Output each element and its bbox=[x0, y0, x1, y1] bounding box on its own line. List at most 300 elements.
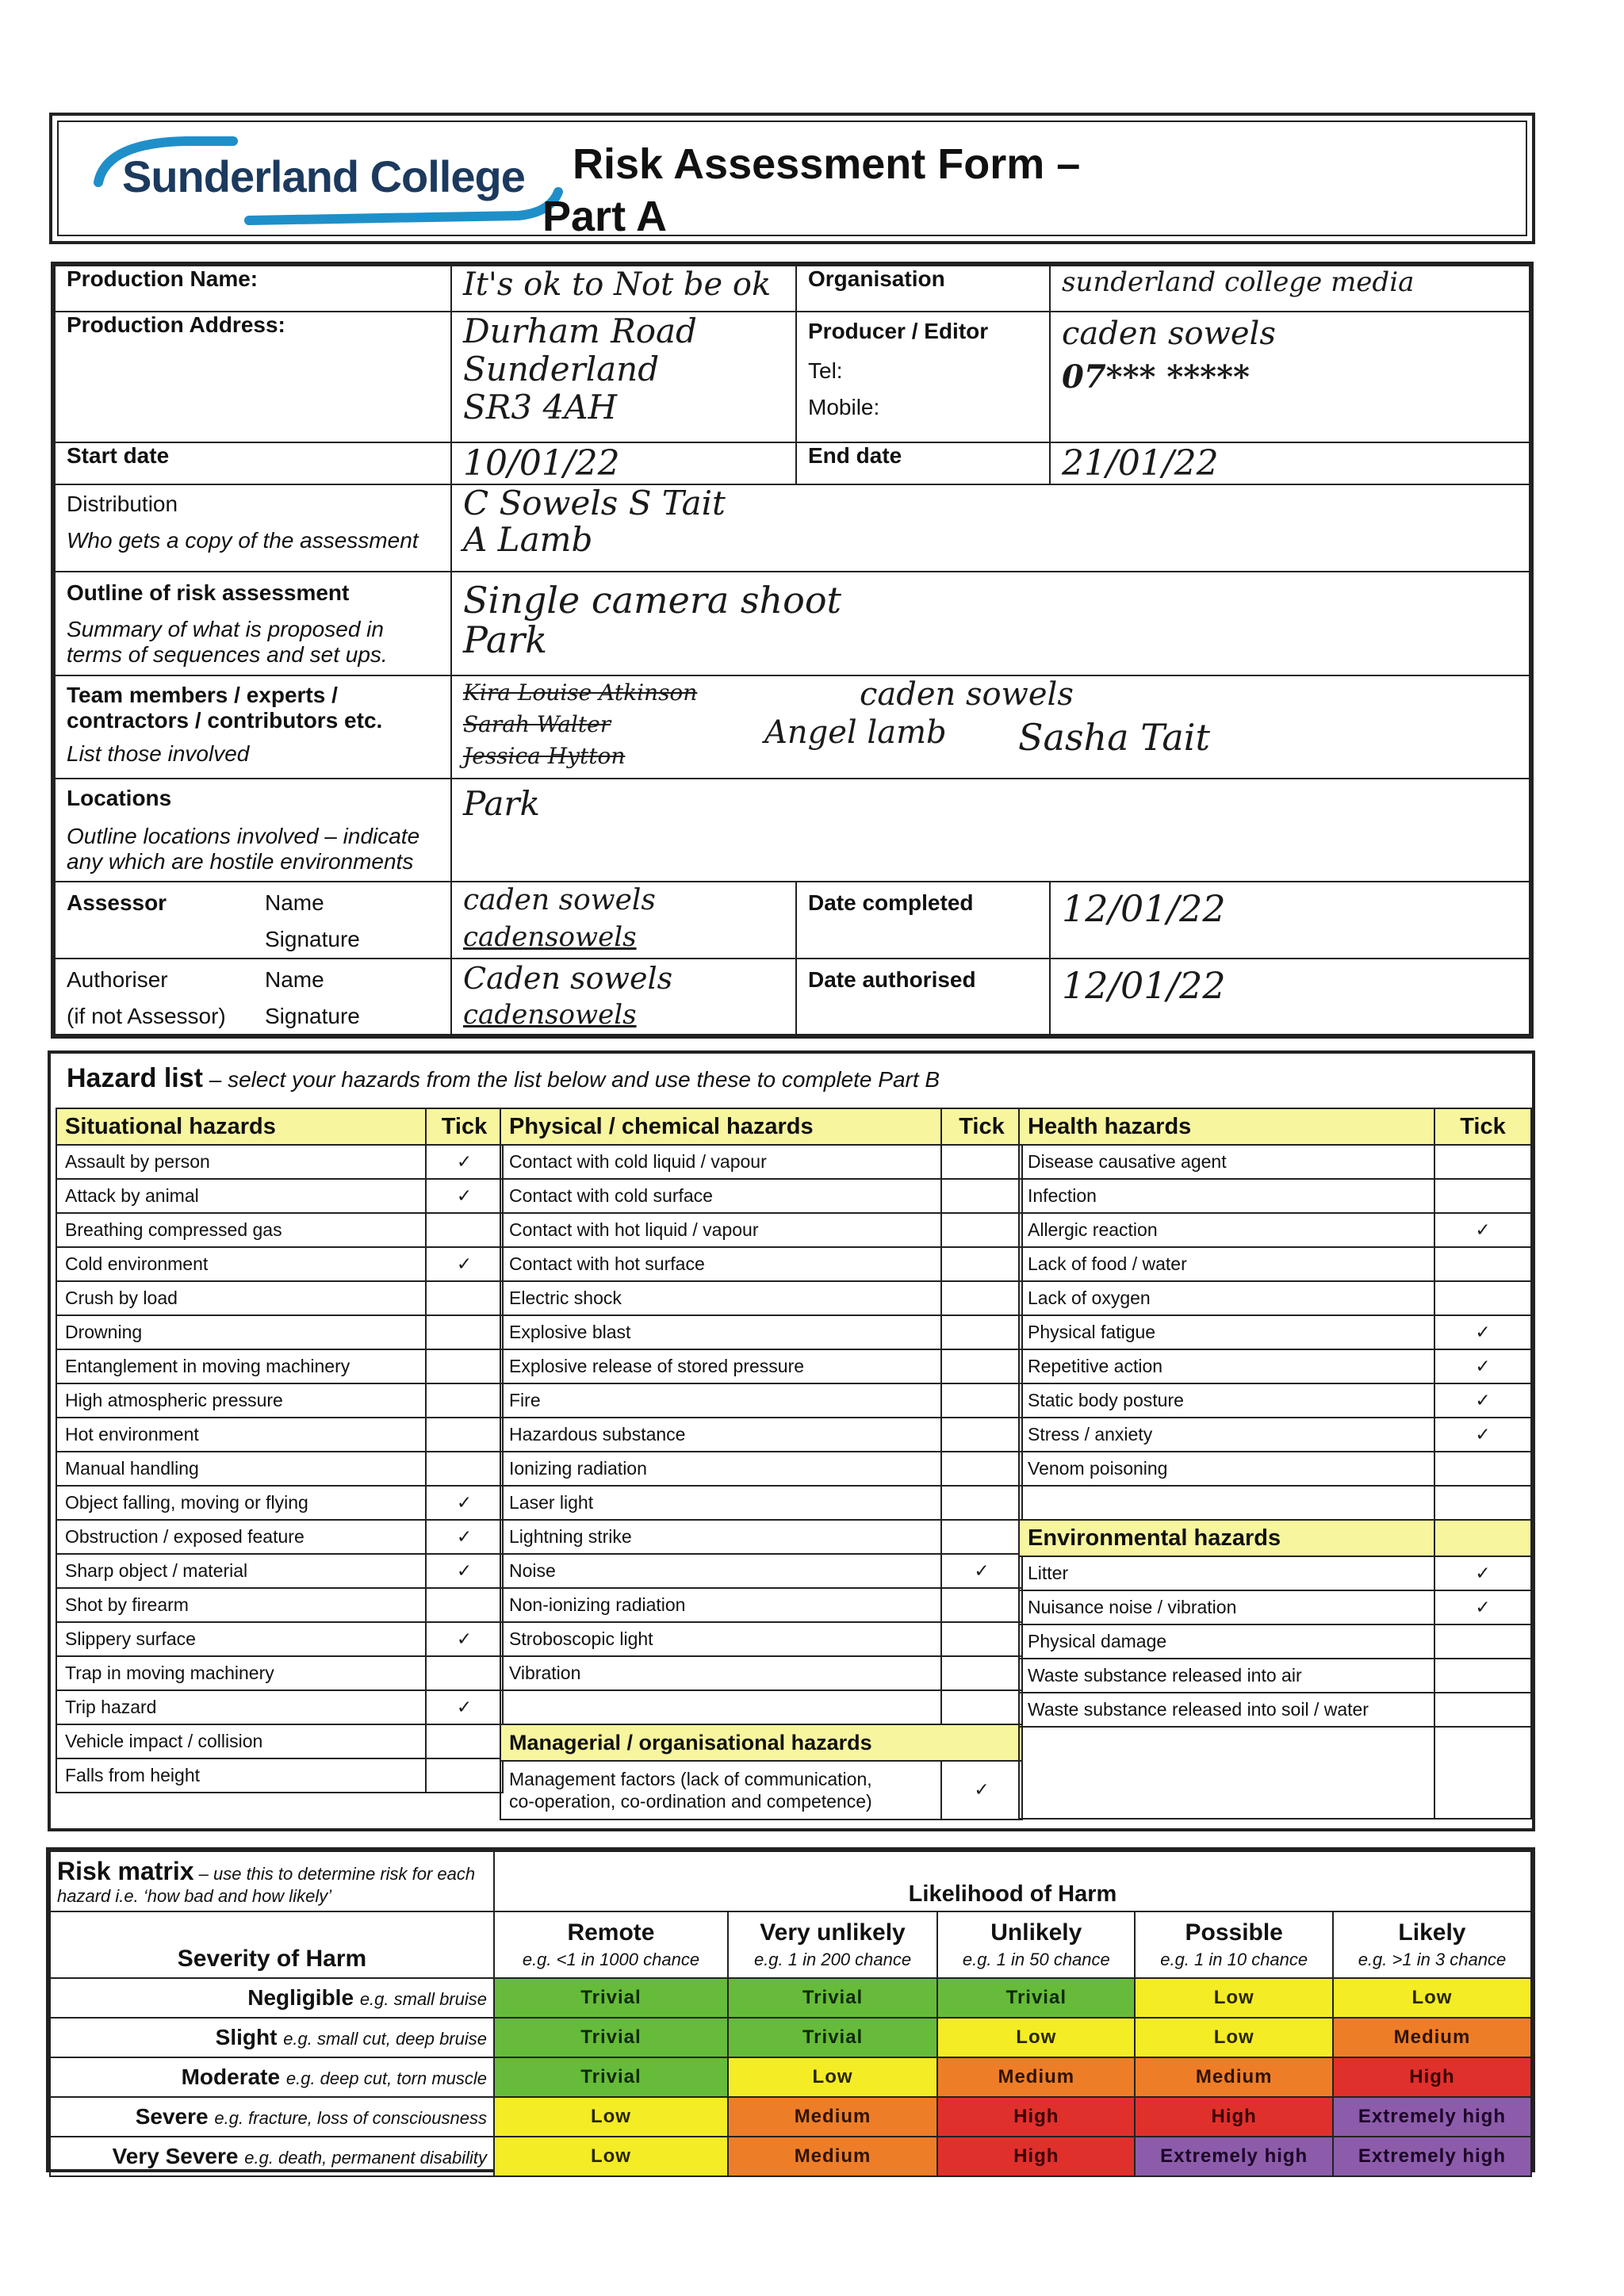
header-inner-border bbox=[57, 121, 1527, 240]
production-name-label: Production Name: bbox=[55, 266, 451, 312]
risk-level-cell: Extremely high bbox=[1333, 2097, 1531, 2137]
physical-hazard-label: Fire bbox=[500, 1383, 941, 1418]
likelihood-name: Possible bbox=[1185, 1919, 1283, 1946]
start-date-label: Start date bbox=[55, 442, 451, 484]
situational-hazard-tick-checkbox[interactable] bbox=[426, 1724, 503, 1758]
assessor-name-label: Name bbox=[265, 890, 324, 916]
health-hazard-label: Stress / anxiety bbox=[1019, 1418, 1434, 1452]
severity-example: e.g. fracture, loss of consciousness bbox=[214, 2108, 487, 2128]
distribution-sub: Who gets a copy of the assessment bbox=[67, 527, 419, 553]
severity-example: e.g. small bruise bbox=[359, 1989, 487, 2009]
situational-hazard-label: High atmospheric pressure bbox=[56, 1383, 426, 1418]
severity-row bbox=[50, 2137, 1531, 2176]
situational-hazard-label: Entanglement in moving machinery bbox=[56, 1349, 426, 1383]
physical-hazard-tick-checkbox[interactable] bbox=[941, 1622, 1022, 1656]
tel-label: Tel: bbox=[808, 358, 843, 384]
assessor-signature-field[interactable]: cadensowels bbox=[463, 921, 637, 954]
physical-hazard-label: Explosive blast bbox=[500, 1315, 941, 1349]
likelihood-example: e.g. 1 in 50 chance bbox=[962, 1950, 1110, 1969]
health-hazard-row bbox=[1019, 1213, 1531, 1247]
health-blank-row bbox=[1019, 1486, 1531, 1520]
authoriser-fields[interactable] bbox=[451, 959, 796, 1035]
blank-tick-cell bbox=[1434, 1486, 1531, 1520]
health-hazard-label: Lack of oxygen bbox=[1019, 1281, 1434, 1315]
environmental-heading-row bbox=[1019, 1520, 1531, 1556]
address-line-2: Sunderland bbox=[463, 350, 660, 389]
hazard-list-title bbox=[67, 1063, 940, 1094]
start-date-field[interactable]: 10/01/22 bbox=[451, 442, 796, 484]
severity-row bbox=[50, 2018, 1531, 2057]
production-address-label: Production Address: bbox=[55, 312, 451, 442]
physical-column bbox=[500, 1108, 1023, 1820]
producer-editor-field[interactable]: caden sowels bbox=[1062, 316, 1276, 353]
college-logo-text: Sunderland College bbox=[122, 151, 525, 201]
severity-example: e.g. small cut, deep bruise bbox=[283, 2029, 487, 2049]
date-authorised-label-text: Date authorised bbox=[808, 966, 976, 992]
assessor-label: Assessor bbox=[67, 890, 167, 916]
risk-level-cell: Medium bbox=[728, 2137, 937, 2176]
environmental-hazard-label: Waste substance released into soil / water bbox=[1019, 1693, 1434, 1727]
outline-label: Outline of risk assessment bbox=[67, 580, 350, 606]
authoriser-signature-label: Signature bbox=[265, 1003, 360, 1028]
situational-hazard-tick-checkbox[interactable] bbox=[426, 1418, 503, 1452]
risk-level-cell: High bbox=[937, 2137, 1135, 2176]
physical-hazard-tick-checkbox[interactable] bbox=[941, 1383, 1022, 1418]
risk-level-cell: Trivial bbox=[728, 1978, 937, 2018]
environmental-hazard-tick-checkbox[interactable]: ✓ bbox=[1434, 1590, 1531, 1624]
situational-hazard-tick-checkbox[interactable] bbox=[426, 1452, 503, 1486]
severity-label bbox=[50, 2137, 494, 2176]
health-hazard-row bbox=[1019, 1418, 1531, 1452]
physical-hazard-row bbox=[500, 1486, 1022, 1520]
situational-hazard-tick-checkbox[interactable]: ✓ bbox=[426, 1690, 503, 1724]
situational-hazard-label: Cold environment bbox=[56, 1247, 426, 1281]
health-hazard-label: Repetitive action bbox=[1019, 1349, 1434, 1383]
outline-sub: Summary of what is proposed in terms of sequences and set ups. bbox=[67, 617, 388, 668]
physical-hazard-tick-checkbox[interactable] bbox=[941, 1145, 1022, 1179]
blank-tick-cell bbox=[941, 1690, 1022, 1724]
physical-hazard-label: Electric shock bbox=[500, 1281, 941, 1315]
situational-rows bbox=[56, 1145, 503, 1793]
physical-hazard-row bbox=[500, 1349, 1022, 1383]
risk-level-cell: Low bbox=[1135, 1978, 1332, 2018]
risk-level-cell: Low bbox=[937, 2018, 1135, 2057]
risk-level-cell: Medium bbox=[1135, 2057, 1332, 2097]
assessor-fields[interactable] bbox=[451, 882, 796, 958]
distribution-cell bbox=[55, 484, 451, 572]
risk-level-cell: Low bbox=[494, 2137, 728, 2176]
assessor-name-sig bbox=[265, 890, 360, 952]
physical-hazard-row bbox=[500, 1452, 1022, 1486]
authoriser-name-label: Name bbox=[265, 966, 324, 992]
situational-hazard-tick-checkbox[interactable]: ✓ bbox=[426, 1247, 503, 1281]
risk-level-cell: Medium bbox=[1333, 2018, 1531, 2057]
production-details-table bbox=[51, 262, 1534, 1039]
severity-name: Very Severe bbox=[112, 2144, 239, 2168]
risk-level-cell: Low bbox=[1333, 1978, 1531, 2018]
health-hazard-row bbox=[1019, 1145, 1531, 1179]
environmental-hazard-tick-checkbox[interactable]: ✓ bbox=[1434, 1556, 1531, 1590]
physical-hazard-tick-checkbox[interactable] bbox=[941, 1315, 1022, 1349]
health-hazard-tick-checkbox[interactable] bbox=[1434, 1247, 1531, 1281]
physical-hazard-tick-checkbox[interactable] bbox=[941, 1213, 1022, 1247]
health-hazard-tick-checkbox[interactable]: ✓ bbox=[1434, 1349, 1531, 1383]
form-header bbox=[49, 113, 1535, 244]
health-hazard-label: Lack of food / water bbox=[1019, 1247, 1434, 1281]
situational-hazard-tick-checkbox[interactable]: ✓ bbox=[426, 1179, 503, 1213]
situational-hazard-row bbox=[56, 1656, 503, 1690]
situational-hazard-tick-checkbox[interactable]: ✓ bbox=[426, 1520, 503, 1554]
production-address-field[interactable] bbox=[451, 312, 796, 442]
situational-hazard-row bbox=[56, 1588, 503, 1622]
date-authorised-field[interactable] bbox=[1050, 959, 1530, 1035]
situational-hazard-label: Breathing compressed gas bbox=[56, 1213, 426, 1247]
team-member-3: Sasha Tait bbox=[1018, 715, 1210, 759]
assessor-name-field[interactable]: caden sowels bbox=[463, 884, 656, 917]
situational-hazard-tick-checkbox[interactable]: ✓ bbox=[426, 1622, 503, 1656]
severity-example: e.g. death, permanent disability bbox=[244, 2148, 487, 2168]
severity-row bbox=[50, 2097, 1531, 2137]
producer-editor-label: Producer / Editor bbox=[808, 319, 989, 344]
physical-hazard-label: Stroboscopic light bbox=[500, 1622, 941, 1656]
likelihood-header bbox=[1333, 1911, 1531, 1978]
health-hazard-tick-checkbox[interactable] bbox=[1434, 1281, 1531, 1315]
situational-hazard-row bbox=[56, 1383, 503, 1418]
locations-field[interactable] bbox=[451, 779, 1530, 882]
physical-hazard-row bbox=[500, 1383, 1022, 1418]
physical-hazard-label: Laser light bbox=[500, 1486, 941, 1520]
health-hazard-label: Venom poisoning bbox=[1019, 1452, 1434, 1486]
tel-field[interactable]: 07*** ***** bbox=[1062, 358, 1250, 396]
situational-hazard-row bbox=[56, 1213, 503, 1247]
date-authorised-value: 12/01/22 bbox=[1062, 963, 1226, 1007]
severity-label bbox=[50, 2057, 494, 2097]
likelihood-example: e.g. 1 in 10 chance bbox=[1160, 1950, 1308, 1969]
situational-hazard-label: Assault by person bbox=[56, 1145, 426, 1179]
environmental-hazard-row bbox=[1019, 1590, 1531, 1624]
distribution-line-2: A Lamb bbox=[463, 519, 593, 559]
likelihood-header bbox=[937, 1911, 1135, 1978]
outline-line-2: Park bbox=[463, 618, 548, 662]
physical-hazard-row bbox=[500, 1247, 1022, 1281]
physical-hazard-tick-checkbox[interactable] bbox=[941, 1520, 1022, 1554]
team-struck-2: Sarah Walter bbox=[463, 710, 611, 737]
physical-hazard-tick-checkbox[interactable] bbox=[941, 1247, 1022, 1281]
risk-matrix bbox=[46, 1847, 1535, 2172]
health-hazard-row bbox=[1019, 1247, 1531, 1281]
physical-hazard-tick-checkbox[interactable] bbox=[941, 1179, 1022, 1213]
locations-label: Locations bbox=[67, 785, 172, 810]
physical-hazard-tick-checkbox[interactable] bbox=[941, 1486, 1022, 1520]
situational-hazard-row bbox=[56, 1554, 503, 1588]
risk-matrix-title-cell bbox=[50, 1851, 494, 1911]
physical-hazard-row bbox=[500, 1520, 1022, 1554]
matrix-rows bbox=[50, 1978, 1531, 2176]
situational-hazard-label: Hot environment bbox=[56, 1418, 426, 1452]
health-hazard-row bbox=[1019, 1281, 1531, 1315]
environmental-hazard-row bbox=[1019, 1659, 1531, 1693]
risk-matrix-title: Risk matrix bbox=[57, 1857, 194, 1885]
environmental-hazard-row bbox=[1019, 1624, 1531, 1659]
situational-hazard-tick-checkbox[interactable]: ✓ bbox=[426, 1554, 503, 1588]
risk-level-cell: High bbox=[937, 2097, 1135, 2137]
severity-label bbox=[50, 2097, 494, 2137]
physical-hazard-row bbox=[500, 1213, 1022, 1247]
environmental-hazard-label: Physical damage bbox=[1019, 1624, 1434, 1659]
team-struck-3: Jessica Hytton bbox=[463, 742, 626, 769]
environmental-hazard-tick-checkbox[interactable] bbox=[1434, 1659, 1531, 1693]
team-field[interactable] bbox=[451, 675, 1530, 779]
situational-hazard-tick-checkbox[interactable] bbox=[426, 1213, 503, 1247]
environmental-rows bbox=[1019, 1556, 1531, 1727]
situational-hazard-label: Drowning bbox=[56, 1315, 426, 1349]
risk-level-cell: High bbox=[1135, 2097, 1332, 2137]
physical-hazard-row bbox=[500, 1418, 1022, 1452]
severity-example: e.g. deep cut, torn muscle bbox=[285, 2068, 487, 2088]
date-completed-value: 12/01/22 bbox=[1062, 887, 1226, 931]
environmental-hazard-tick-checkbox[interactable] bbox=[1434, 1693, 1531, 1727]
situational-hazard-row bbox=[56, 1315, 503, 1349]
health-hazard-label: Allergic reaction bbox=[1019, 1213, 1434, 1247]
risk-level-cell: Extremely high bbox=[1333, 2137, 1531, 2176]
physical-hazard-label: Ionizing radiation bbox=[500, 1452, 941, 1486]
physical-hazard-label: Contact with cold surface bbox=[500, 1179, 941, 1213]
end-date-label: End date bbox=[796, 442, 1050, 484]
risk-level-cell: Trivial bbox=[494, 2018, 728, 2057]
health-hazard-tick-checkbox[interactable]: ✓ bbox=[1434, 1213, 1531, 1247]
situational-hazard-row bbox=[56, 1179, 503, 1213]
address-line-1: Durham Road bbox=[463, 312, 697, 351]
health-hazard-label: Disease causative agent bbox=[1019, 1145, 1434, 1179]
physical-hazard-tick-checkbox[interactable] bbox=[941, 1281, 1022, 1315]
likelihood-row bbox=[50, 1911, 1531, 1978]
managerial-heading: Managerial / organisational hazards bbox=[500, 1724, 1022, 1761]
authoriser-label: Authoriser bbox=[67, 966, 168, 992]
situational-hazard-label: Trap in moving machinery bbox=[56, 1656, 426, 1690]
likelihood-header bbox=[494, 1911, 728, 1978]
form-title-line1: Risk Assessment Form – bbox=[573, 140, 1081, 188]
physical-hazard-row bbox=[500, 1622, 1022, 1656]
physical-hazard-tick-checkbox[interactable]: ✓ bbox=[941, 1554, 1022, 1588]
physical-blank-row bbox=[500, 1690, 1022, 1724]
situational-hazard-label: Crush by load bbox=[56, 1281, 426, 1315]
blank-cell bbox=[1019, 1727, 1434, 1819]
likelihood-example: e.g. <1 in 1000 chance bbox=[522, 1950, 700, 1969]
severity-row bbox=[50, 2057, 1531, 2097]
managerial-heading-row bbox=[500, 1724, 1022, 1761]
environmental-hazard-label: Nuisance noise / vibration bbox=[1019, 1590, 1434, 1624]
severity-name: Slight bbox=[215, 2025, 278, 2049]
situational-hazard-label: Object falling, moving or flying bbox=[56, 1486, 426, 1520]
physical-hazard-tick-checkbox[interactable] bbox=[941, 1418, 1022, 1452]
likelihood-example: e.g. >1 in 3 chance bbox=[1358, 1950, 1507, 1969]
risk-level-cell: Trivial bbox=[937, 1978, 1135, 2018]
severity-name: Severe bbox=[135, 2104, 209, 2129]
likelihood-header bbox=[728, 1911, 937, 1978]
locations-cell bbox=[55, 779, 451, 882]
managerial-label-line1: Management factors (lack of communication, bbox=[509, 1769, 872, 1789]
environmental-hazard-tick-checkbox[interactable] bbox=[1434, 1624, 1531, 1659]
situational-hazard-tick-checkbox[interactable] bbox=[426, 1281, 503, 1315]
physical-rows bbox=[500, 1145, 1022, 1690]
situational-hazard-row bbox=[56, 1690, 503, 1724]
health-hazard-tick-checkbox[interactable]: ✓ bbox=[1434, 1418, 1531, 1452]
risk-level-cell: Medium bbox=[728, 2097, 937, 2137]
physical-hazard-tick-checkbox[interactable] bbox=[941, 1656, 1022, 1690]
assessor-signature-label: Signature bbox=[265, 927, 360, 952]
situational-hazard-label: Sharp object / material bbox=[56, 1554, 426, 1588]
assessor-cell bbox=[55, 882, 451, 958]
locations-value: Park bbox=[463, 783, 540, 823]
situational-hazard-label: Manual handling bbox=[56, 1452, 426, 1486]
date-completed-label bbox=[796, 882, 1050, 958]
physical-hazard-tick-checkbox[interactable] bbox=[941, 1349, 1022, 1383]
severity-label bbox=[50, 2018, 494, 2057]
form-title bbox=[542, 138, 1081, 243]
health-hazard-tick-checkbox[interactable] bbox=[1434, 1145, 1531, 1179]
end-date-field[interactable]: 21/01/22 bbox=[1050, 442, 1530, 484]
authoriser-name-field[interactable]: Caden sowels bbox=[463, 960, 673, 996]
situational-hazard-row bbox=[56, 1145, 503, 1179]
managerial-row bbox=[500, 1761, 1022, 1820]
situational-hazard-row bbox=[56, 1247, 503, 1281]
physical-hazard-row bbox=[500, 1179, 1022, 1213]
situational-hazard-row bbox=[56, 1418, 503, 1452]
risk-level-cell: Low bbox=[1135, 2018, 1332, 2057]
team-member-1: caden sowels bbox=[860, 675, 1074, 713]
health-hazard-label: Physical fatigue bbox=[1019, 1315, 1434, 1349]
situational-hazard-tick-checkbox[interactable] bbox=[426, 1588, 503, 1622]
situational-hazard-row bbox=[56, 1520, 503, 1554]
team-member-2: Angel lamb bbox=[764, 714, 947, 751]
severity-name: Moderate bbox=[181, 2064, 281, 2089]
severity-name: Negligible bbox=[247, 1985, 354, 2010]
physical-hazard-row bbox=[500, 1145, 1022, 1179]
physical-hazard-tick-checkbox[interactable] bbox=[941, 1588, 1022, 1622]
date-completed-field[interactable] bbox=[1050, 882, 1530, 958]
form-title-line2: Part A bbox=[542, 193, 668, 240]
risk-level-cell: Low bbox=[494, 2097, 728, 2137]
managerial-label bbox=[500, 1761, 941, 1820]
severity-row bbox=[50, 1978, 1531, 2018]
health-column bbox=[1018, 1108, 1532, 1820]
health-hazard-row bbox=[1019, 1315, 1531, 1349]
likelihood-name: Unlikely bbox=[990, 1919, 1082, 1946]
likelihood-header bbox=[1135, 1911, 1332, 1978]
physical-hazard-row bbox=[500, 1315, 1022, 1349]
date-authorised-label bbox=[796, 959, 1050, 1035]
environmental-hazard-label: Litter bbox=[1019, 1556, 1434, 1590]
situational-heading: Situational hazards bbox=[56, 1108, 426, 1145]
health-hazard-tick-checkbox[interactable]: ✓ bbox=[1434, 1315, 1531, 1349]
physical-hazard-label: Contact with cold liquid / vapour bbox=[500, 1145, 941, 1179]
environmental-hazard-label: Waste substance released into air bbox=[1019, 1659, 1434, 1693]
outline-field[interactable] bbox=[451, 572, 1530, 675]
physical-heading: Physical / chemical hazards bbox=[500, 1108, 941, 1145]
authoriser-label-group bbox=[67, 967, 265, 1029]
health-heading: Health hazards bbox=[1019, 1108, 1434, 1145]
address-line-3: SR3 4AH bbox=[463, 388, 618, 427]
physical-hazard-tick-checkbox[interactable] bbox=[941, 1452, 1022, 1486]
blank-cell bbox=[1019, 1486, 1434, 1520]
situational-hazard-row bbox=[56, 1486, 503, 1520]
outline-line-1: Single camera shoot bbox=[463, 579, 842, 622]
situational-hazard-row bbox=[56, 1758, 503, 1793]
physical-hazard-row bbox=[500, 1281, 1022, 1315]
situational-hazard-row bbox=[56, 1349, 503, 1383]
team-sub: List those involved bbox=[67, 740, 250, 766]
assessor-row bbox=[67, 890, 439, 952]
distribution-line-1: C Sowels S Tait bbox=[463, 483, 726, 522]
situational-hazard-tick-checkbox[interactable] bbox=[426, 1349, 503, 1383]
mobile-label: Mobile: bbox=[808, 395, 880, 420]
health-hazard-tick-checkbox[interactable] bbox=[1434, 1452, 1531, 1486]
team-cell bbox=[55, 675, 451, 779]
physical-hazard-label: Hazardous substance bbox=[500, 1418, 941, 1452]
physical-hazard-label: Vibration bbox=[500, 1656, 941, 1690]
team-label: Team members / experts / contractors / contributors etc. bbox=[67, 682, 383, 733]
likelihood-name: Likely bbox=[1398, 1919, 1466, 1946]
situational-hazard-tick-checkbox[interactable] bbox=[426, 1656, 503, 1690]
physical-hazard-label: Contact with hot liquid / vapour bbox=[500, 1213, 941, 1247]
physical-hazard-row bbox=[500, 1554, 1022, 1588]
situational-hazard-tick-checkbox[interactable] bbox=[426, 1758, 503, 1793]
environmental-hazard-row bbox=[1019, 1693, 1531, 1727]
health-hazard-label: Infection bbox=[1019, 1179, 1434, 1213]
likelihood-heading: Likelihood of Harm bbox=[494, 1851, 1531, 1911]
health-tick-heading: Tick bbox=[1434, 1108, 1531, 1145]
risk-level-cell: High bbox=[1333, 2057, 1531, 2097]
situational-hazard-label: Falls from height bbox=[56, 1758, 426, 1793]
situational-hazard-tick-checkbox[interactable]: ✓ bbox=[426, 1486, 503, 1520]
distribution-field[interactable] bbox=[451, 484, 1530, 572]
physical-hazard-label: Noise bbox=[500, 1554, 941, 1588]
date-completed-label-text: Date completed bbox=[808, 890, 974, 916]
likelihood-example: e.g. 1 in 200 chance bbox=[753, 1950, 912, 1969]
physical-hazard-label: Explosive release of stored pressure bbox=[500, 1349, 941, 1383]
managerial-label-line2: co-operation, co-ordination and competence) bbox=[509, 1791, 872, 1812]
environmental-hazard-row bbox=[1019, 1556, 1531, 1590]
situational-hazard-tick-checkbox[interactable] bbox=[426, 1315, 503, 1349]
health-hazard-tick-checkbox[interactable]: ✓ bbox=[1434, 1383, 1531, 1418]
locations-sub: Outline locations involved – indicate any which are hostile environments bbox=[67, 823, 420, 874]
health-rows bbox=[1019, 1145, 1531, 1486]
situational-hazard-label: Shot by firearm bbox=[56, 1588, 426, 1622]
situational-hazard-row bbox=[56, 1281, 503, 1315]
situational-hazard-row bbox=[56, 1452, 503, 1486]
production-name-field[interactable]: It's ok to Not be ok bbox=[451, 266, 796, 312]
health-hazard-row bbox=[1019, 1383, 1531, 1418]
authoriser-signature-field[interactable]: cadensowels bbox=[463, 998, 637, 1031]
health-hazard-row bbox=[1019, 1349, 1531, 1383]
situational-hazard-tick-checkbox[interactable] bbox=[426, 1383, 503, 1418]
severity-heading: Severity of Harm bbox=[50, 1911, 494, 1978]
risk-level-cell: Trivial bbox=[494, 2057, 728, 2097]
risk-level-cell: Trivial bbox=[728, 2018, 937, 2057]
health-hazard-row bbox=[1019, 1452, 1531, 1486]
situational-hazard-tick-checkbox[interactable]: ✓ bbox=[426, 1145, 503, 1179]
situational-hazard-label: Obstruction / exposed feature bbox=[56, 1520, 426, 1554]
severity-label bbox=[50, 1978, 494, 2018]
managerial-tick-checkbox[interactable]: ✓ bbox=[941, 1761, 1022, 1820]
health-hazard-tick-checkbox[interactable] bbox=[1434, 1179, 1531, 1213]
producer-values[interactable] bbox=[1050, 312, 1530, 442]
risk-level-cell: Medium bbox=[937, 2057, 1135, 2097]
authoriser-cell bbox=[55, 959, 451, 1035]
situational-column bbox=[56, 1108, 504, 1793]
organisation-field[interactable]: sunderland college media bbox=[1050, 266, 1530, 312]
health-hazard-row bbox=[1019, 1179, 1531, 1213]
